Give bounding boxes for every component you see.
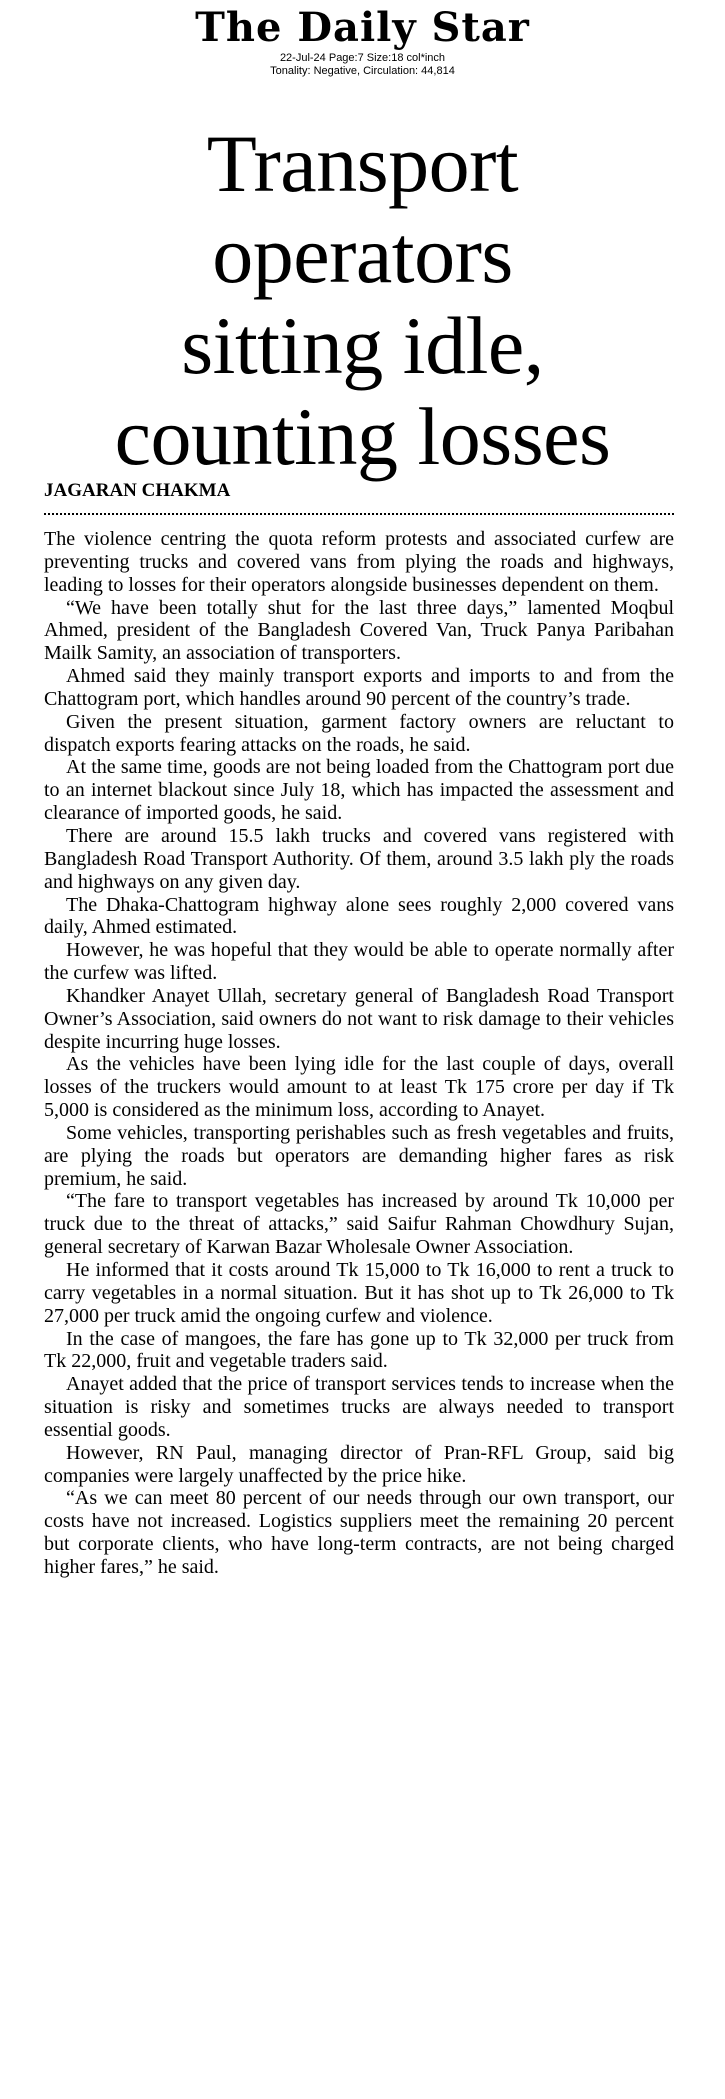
dotted-divider — [44, 513, 674, 515]
paragraph: As the vehicles have been lying idle for the last couple of days, overall losses of the truckers would amount to at least Tk 175 crore per day if Tk 5,000 is considered as the minimum loss, according to Anayet. — [44, 1053, 674, 1122]
paragraph: However, he was hopeful that they would be able to operate normally after the curfew was lifted. — [44, 939, 674, 985]
paragraph: Anayet added that the price of transport services tends to increase when the situation is risky and sometimes trucks are always needed to transport essential goods. — [44, 1373, 674, 1441]
paragraph: There are around 15.5 lakh trucks and covered vans registered with Bangladesh Road Transport Authority. Of them, around 3.5 lakh ply the roads and highways on any given day. — [44, 824, 674, 893]
headline-line: counting losses — [114, 391, 611, 482]
article-body — [44, 528, 674, 1579]
headline-line: Transport — [206, 118, 519, 209]
paragraph: The violence centring the quota reform protests and associated curfew are preventing trucks and covered vans from plying the roads and highways, leading to losses for their operators alongside businesses dependent on them. — [44, 528, 674, 596]
paragraph: Khandker Anayet Ullah, secretary general of Bangladesh Road Transport Owner’s Association, said owners do not want to risk damage to their vehicles despite incurring huge losses. — [44, 984, 674, 1053]
clipping-tonality: Tonality: Negative, Circulation: 44,814 — [270, 65, 455, 77]
newspaper-logo: The Daily Star — [195, 4, 530, 51]
headline-line: operators — [212, 209, 513, 300]
paragraph: He informed that it costs around Tk 15,000 to Tk 16,000 to rent a truck to carry vegetables in a normal situation. But it has shot up to Tk 26,000 to Tk 27,000 per truck amid the ongoing curfew and violence. — [44, 1259, 674, 1327]
paragraph: Ahmed said they mainly transport exports and imports to and from the Chattogram port, which handles around 90 percent of the country’s trade. — [44, 665, 674, 710]
paragraph: In the case of mangoes, the fare has gone up to Tk 32,000 per truck from Tk 22,000, fruit and vegetable traders said. — [44, 1327, 674, 1373]
masthead — [0, 0, 725, 78]
paragraph: At the same time, goods are not being loaded from the Chattogram port due to an internet blackout since July 18, which has impacted the assessment and clearance of imported goods, he said. — [44, 756, 674, 825]
headline-line: sitting idle, — [181, 300, 544, 391]
headline — [30, 118, 695, 482]
paragraph: “The fare to transport vegetables has increased by around Tk 10,000 per truck due to the threat of attacks,” said Saifur Rahman Chowdhury Sujan, general secretary of Karwan Bazar Wholesale Owner Association. — [44, 1190, 674, 1259]
paragraph: The Dhaka-Chattogram highway alone sees roughly 2,000 covered vans daily, Ahmed estimated. — [44, 893, 674, 939]
paragraph: However, RN Paul, managing director of Pran-RFL Group, said big companies were largely unaffected by the price hike. — [44, 1441, 674, 1487]
clipping-info: 22-Jul-24 Page:7 Size:18 col*inch — [279, 52, 446, 64]
paragraph: “We have been totally shut for the last three days,” lamented Moqbul Ahmed, president of the Bangladesh Covered Van, Truck Panya Paribahan Mailk Samity, an association of transporters. — [44, 596, 674, 665]
paragraph: Some vehicles, transporting perishables such as fresh vegetables and fruits, are plying the roads but operators are demanding higher fares as risk premium, he said. — [44, 1121, 674, 1190]
paragraph: “As we can meet 80 percent of our needs through our own transport, our costs have not increased. Logistics suppliers meet the remaining 20 percent but corporate clients, who have long-term contracts, are not being charged higher fares,” he said. — [44, 1487, 674, 1578]
paragraph: Given the present situation, garment factory owners are reluctant to dispatch exports fearing attacks on the roads, he said. — [44, 710, 674, 756]
byline: JAGARAN CHAKMA — [44, 480, 231, 501]
